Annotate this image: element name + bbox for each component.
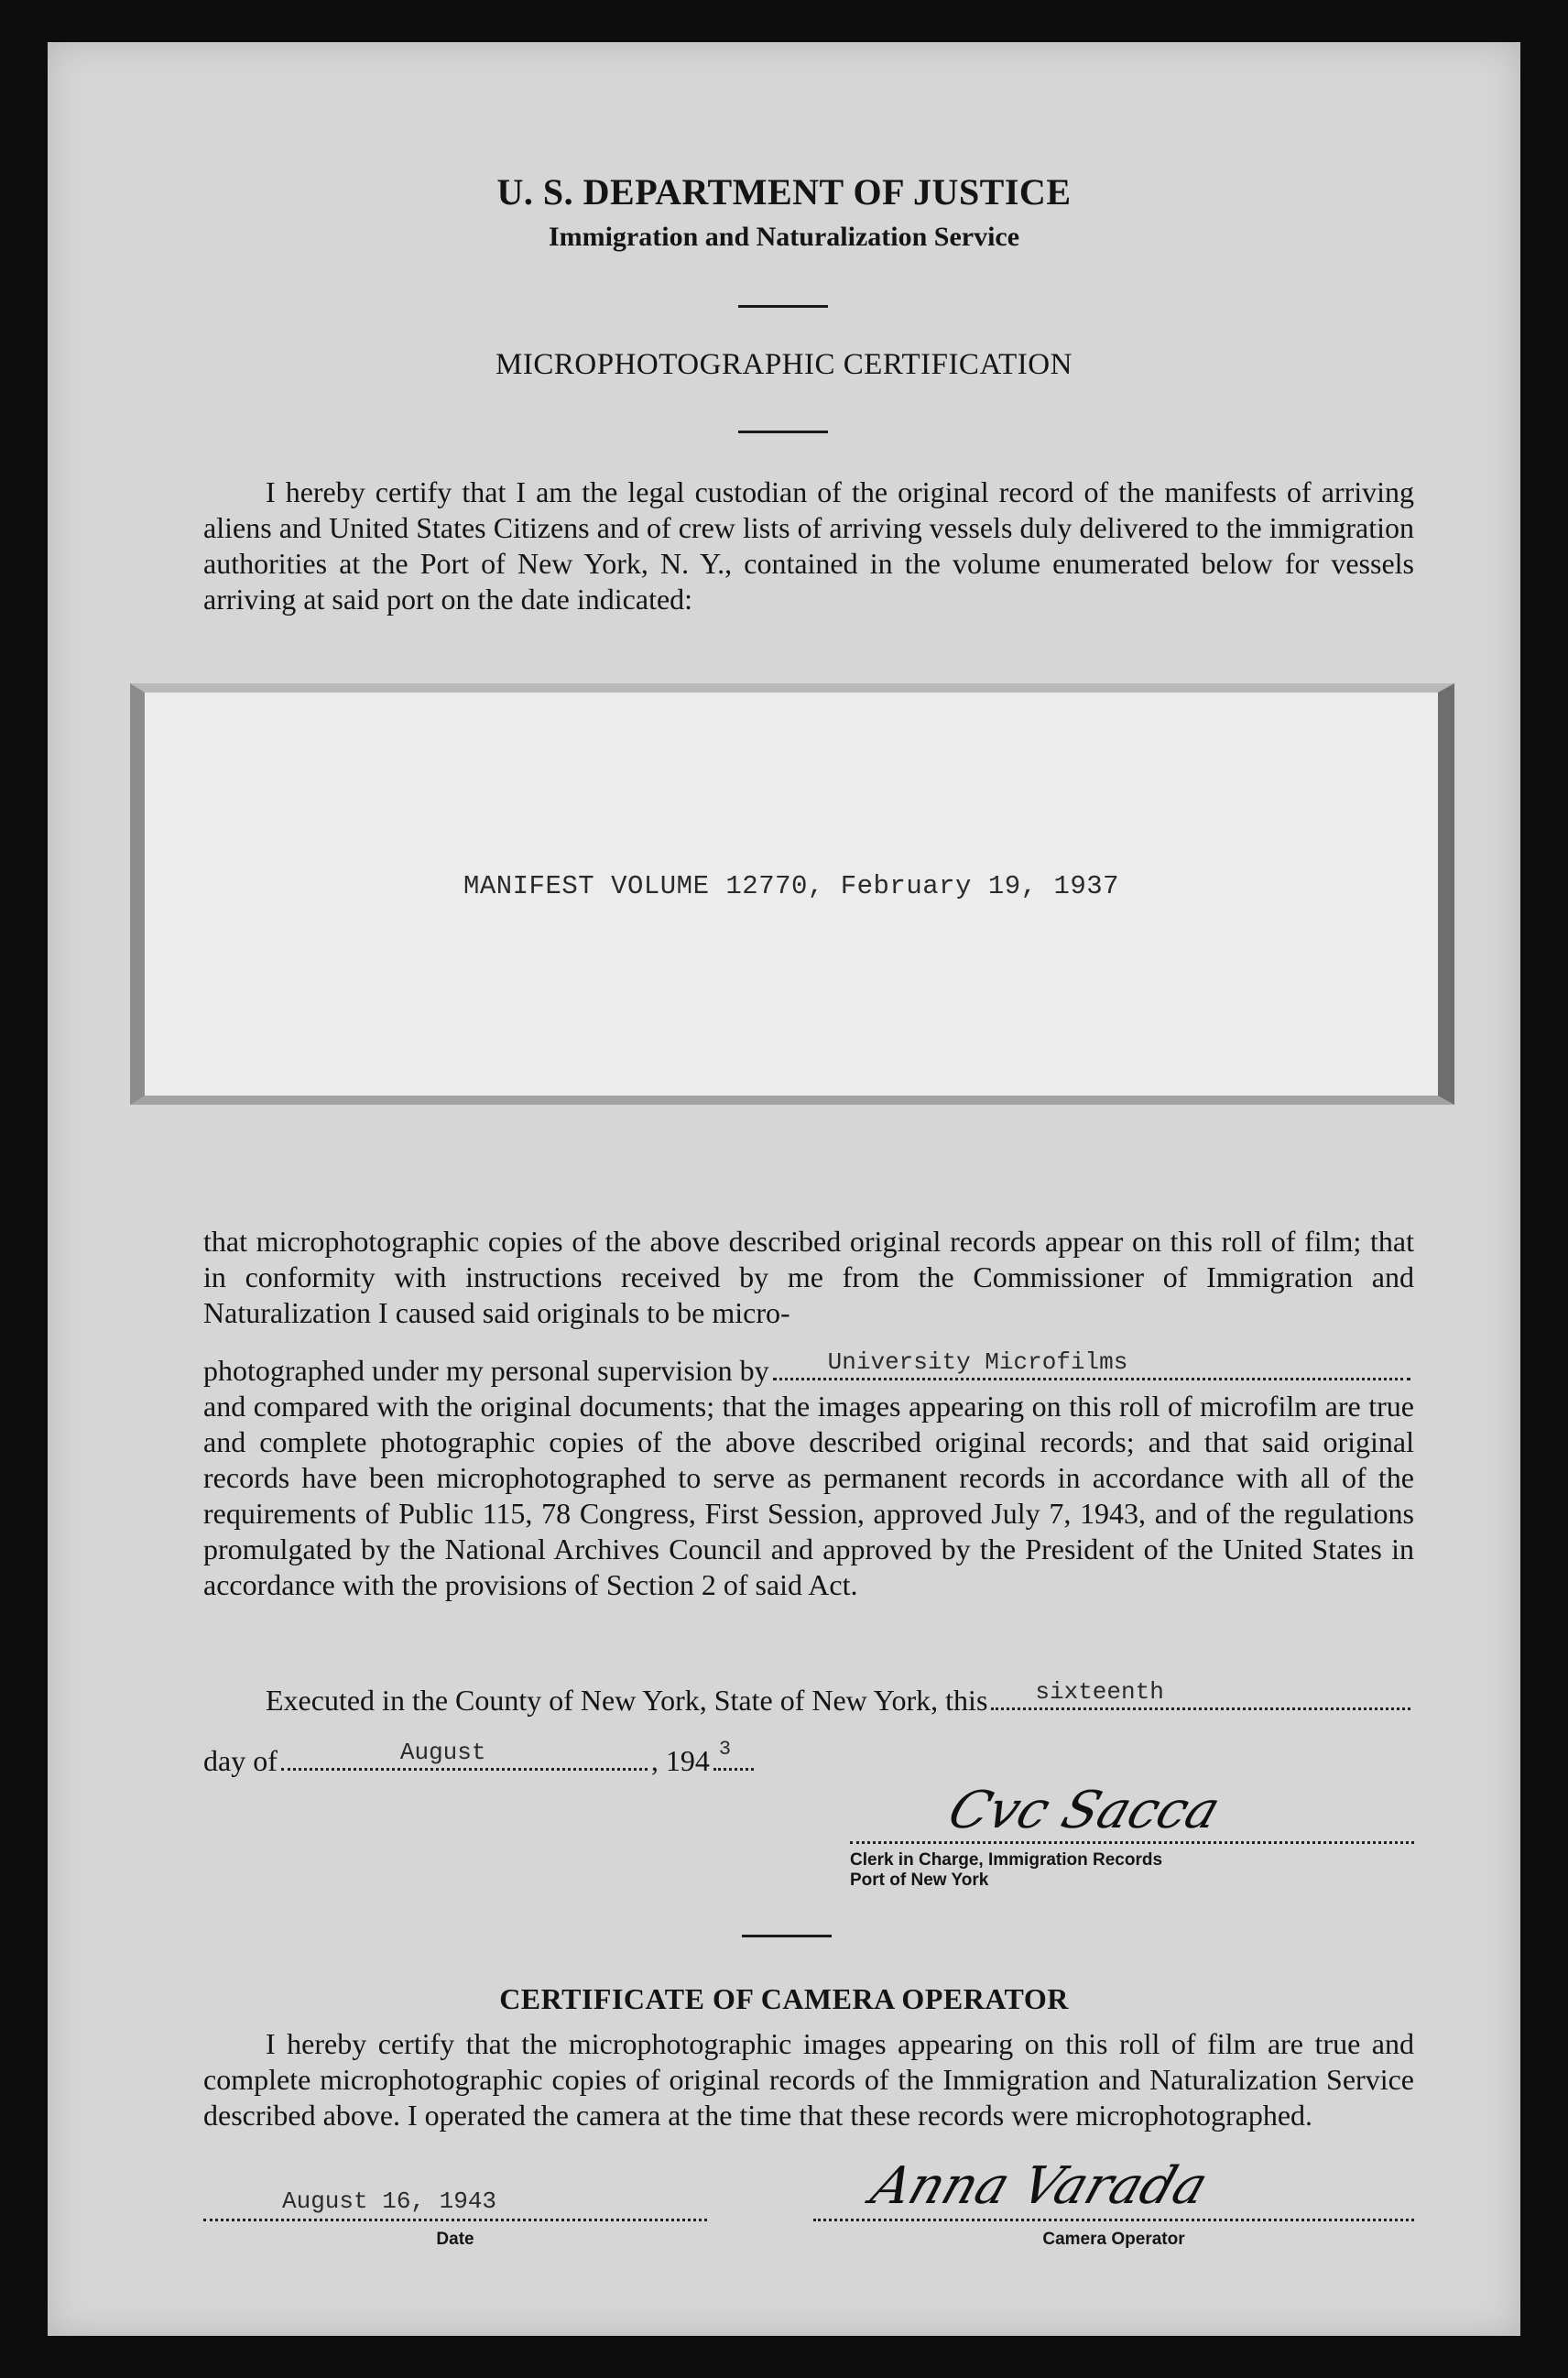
divider-top <box>738 305 828 308</box>
certificate-page <box>48 42 1520 2336</box>
clerk-title: Clerk in Charge, Immigration Records <box>850 1850 1163 1870</box>
executed-line <box>266 1678 1414 1718</box>
date-field <box>203 2176 707 2221</box>
camera-certificate-title: CERTIFICATE OF CAMERA OPERATOR <box>499 1982 1069 2015</box>
clerk-port: Port of New York <box>850 1871 989 1890</box>
date-value: August 16, 1943 <box>282 2187 497 2215</box>
divider-middle <box>738 431 828 433</box>
certification-title: MICROPHOTOGRAPHIC CERTIFICATION <box>495 348 1073 381</box>
clerk-signature: Cvc Sacca <box>941 1781 1228 1840</box>
camera-certificate-paragraph <box>203 2026 1414 2133</box>
supervised-by-field <box>773 1348 1410 1380</box>
month-value: August <box>399 1739 486 1766</box>
year-digit-field <box>713 1739 754 1771</box>
service-subheading: Immigration and Naturalization Service <box>548 222 1020 252</box>
operator-signature: Anna Varada <box>864 2156 1215 2216</box>
paragraph-1-text: I hereby certify that I am the legal custodian of the original record of the manifests of arriving aliens and United States Citizens and of crew lists of arriving vessels duly delivered to the immigration authorities at the Port of New York, N. Y., contained in the volume enumerated below for vessels arriving at said port on the date indicated: <box>203 475 1414 616</box>
manifest-volume-text: MANIFEST VOLUME 12770, February 19, 1937 <box>463 871 1120 901</box>
certification-paragraph-1 <box>203 475 1414 617</box>
day-of-label: day of <box>203 1744 278 1777</box>
operator-signature-line <box>813 2156 1414 2221</box>
supervised-by-value: University Microfilms <box>827 1348 1128 1376</box>
certification-paragraph-2 <box>203 1224 1414 1331</box>
camera-paragraph-text: I hereby certify that the microphotographic images appearing on this roll of film are true and complete microphotographic copies of original records of the Immigration and Naturalization Service described above. I operated the camera at the time that these records were microphotographed. <box>203 2027 1414 2132</box>
paragraph-3-text: and compared with the original documents; that the images appearing on this roll of microfilm are true and complete photographic copies of the above described original records; and that said original records have been microphotographed to serve as permanent records in accordance with all of the requirements of Public 115, 78 Congress, First Session, approved July 7, 1943, and of the regulations promulgated by the National Archives Council and approved by the President of the United States in accordance with the provisions of Section 2 of said Act. <box>203 1390 1414 1601</box>
executed-day-field <box>991 1678 1410 1710</box>
department-heading: U. S. DEPARTMENT OF JUSTICE <box>496 171 1072 213</box>
month-field <box>281 1739 648 1771</box>
paragraph-2-text: that microphotographic copies of the above described original records appear on this roll of film; that in conformity with instructions received by me from the Commissioner of Immigration and Naturalization I caused said originals to be micro- <box>203 1225 1414 1329</box>
divider-bottom <box>742 1935 832 1937</box>
supervision-prefix: photographed under my personal supervision by <box>203 1354 769 1387</box>
manifest-volume-insert <box>130 683 1454 1105</box>
executed-day-value: sixteenth <box>1035 1678 1164 1706</box>
executed-prefix: Executed in the County of New York, State of New York, this <box>266 1684 988 1717</box>
supervision-line <box>203 1348 1414 1388</box>
year-prefix: , 194 <box>650 1744 710 1777</box>
certification-paragraph-3 <box>203 1389 1414 1603</box>
date-label: Date <box>436 2230 474 2249</box>
day-of-line <box>203 1739 863 1778</box>
operator-label: Camera Operator <box>1042 2230 1185 2249</box>
clerk-signature-line <box>850 1781 1414 1844</box>
year-digit-value: 3 <box>718 1738 732 1761</box>
